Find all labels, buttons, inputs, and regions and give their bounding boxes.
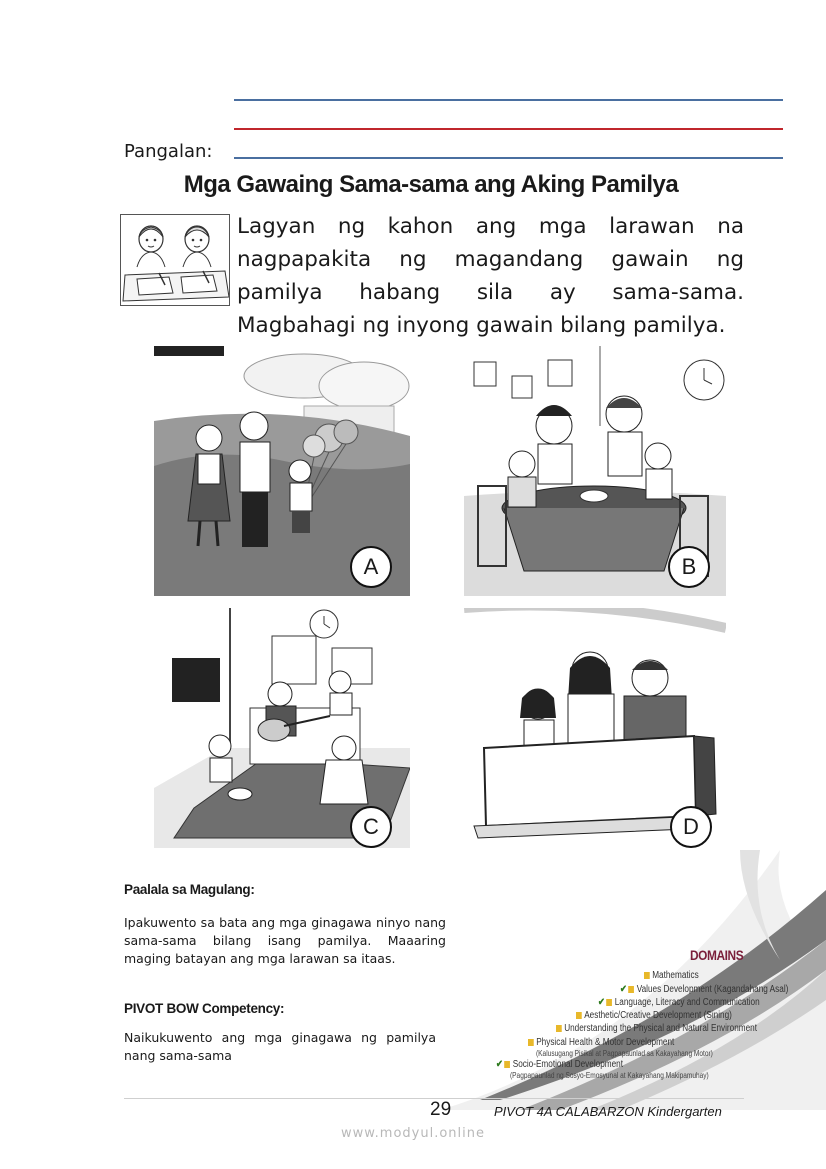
bullet-square-icon [629,986,635,993]
bullet-square-icon [607,999,613,1006]
bullet-square-icon [556,1025,562,1032]
instructions-text: Lagyan ng kahon ang mga larawan na nagpapakita ng magandang gawain ng pamilya habang sila ay sama-sama. Magbahagi ng inyong gawain bilang pamilya. [237,214,744,338]
domain-item-physical-health: Physical Health & Motor Development [528,1037,674,1048]
domain-sub-physical-health: (Kalusugang Pisikal at Pagpapaunlad sa Kakayahang Motor) [536,1049,713,1058]
checkmark-icon: ✔ [620,984,627,995]
illustration-c [154,608,410,848]
domain-item-socio-emotional: ✔ Socio-Emotional Development [496,1059,624,1070]
competency-heading: PIVOT BOW Competency: [124,1001,285,1016]
domain-sub-socio-emotional: (Pagpapaunlad ng Sosyo-Emosyunal at Kakayahang Makipamuhay) [510,1071,709,1080]
illustration-b [464,346,726,596]
domain-item-physical-environment: Understanding the Physical and Natural Environment [556,1023,757,1034]
bullet-square-icon [528,1039,534,1046]
parents-note-text: Ipakuwento sa bata ang mga ginagawa ninyo nang sama-sama bilang isang pamilya. Maaaring maging batayan ang mga larawan sa itaas. [124,915,446,966]
domain-item-mathematics: Mathematics [644,970,699,981]
children-writing-image [120,214,230,306]
label-badge-d: D [670,806,712,848]
label-badge-a: A [350,546,392,588]
parents-note-heading: Paalala sa Magulang: [124,882,255,897]
writing-line-bottom [234,157,783,159]
bullet-square-icon [576,1012,582,1019]
writing-line-middle [234,128,783,130]
checkmark-icon: ✔ [496,1059,503,1070]
illustration-d [464,608,726,848]
watermark: www.modyul.online [340,1126,486,1141]
page-title: Mga Gawaing Sama-sama ang Aking Pamilya [183,171,679,198]
checkmark-icon: ✔ [598,997,605,1008]
page-number: 29 [430,1099,452,1120]
name-label: Pangalan: [124,141,213,162]
footer-text: PIVOT 4A CALABARZON Kindergarten [494,1104,722,1119]
domain-item-aesthetic: Aesthetic/Creative Development (Sining) [576,1010,732,1021]
illustration-a [154,346,410,596]
bullet-square-icon [644,972,650,979]
domains-title: DOMAINS [690,947,744,963]
writing-line-top [234,99,783,101]
label-badge-c: C [350,806,392,848]
domain-item-language: ✔ Language, Literacy and Communication [598,997,760,1008]
label-badge-b: B [668,546,710,588]
domain-item-values: ✔ Values Development (Kagandahang Asal) [620,984,789,995]
bullet-square-icon [505,1061,511,1068]
competency-text: Naikukuwento ang mga ginagawa ng pamilya nang sama-sama [124,1030,436,1063]
